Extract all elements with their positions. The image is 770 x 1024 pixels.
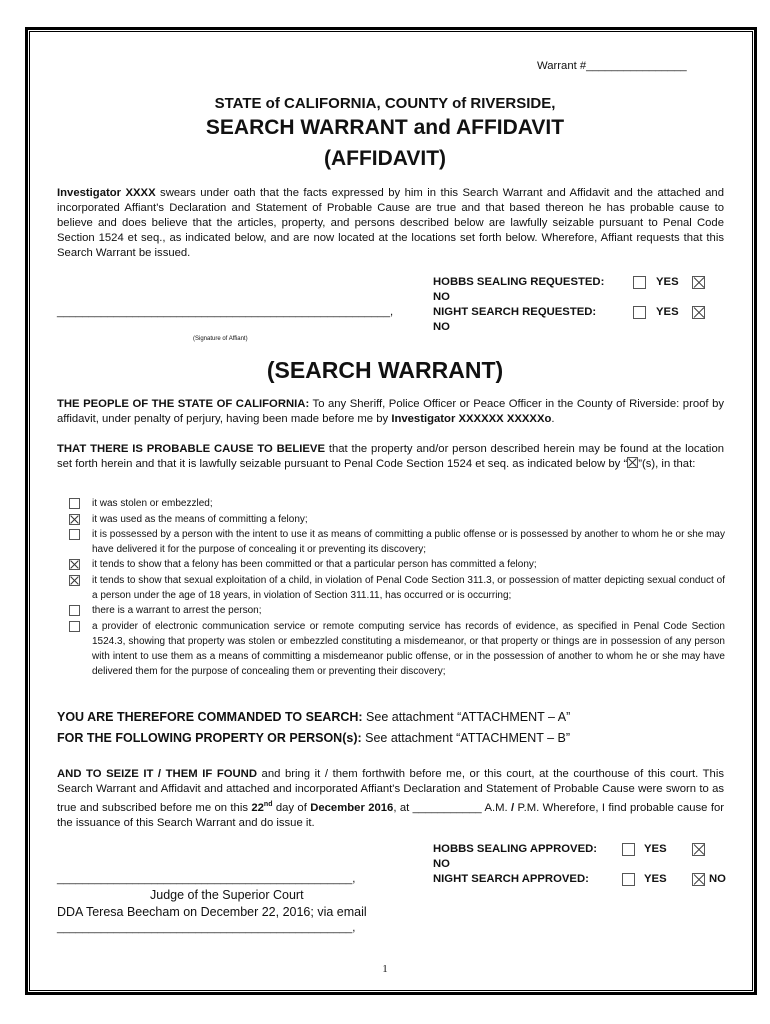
- people-body: To any Sheriff, Police Officer or Peace Officer in the County of Riverside: proof by affidavit, under penalty of perjury, having been made before me by: [57, 398, 724, 425]
- ground-stolen-checkbox[interactable]: [69, 498, 80, 509]
- cause-lead: THAT THERE IS PROBABLE CAUSE TO BELIEVE: [57, 443, 325, 455]
- ground-arrest-warrant-checkbox[interactable]: [69, 605, 80, 616]
- night-requested-yes-checkbox[interactable]: [633, 306, 646, 319]
- seize-body-1: and bring it / them forthwith before me, or this court, at the courthouse of this court. This Search Warrant and Affidavit and attached and incorporated Affiant's Declaration and Statement of Probable Cause were sworn to as true and subscribed before me on this: [57, 768, 724, 814]
- judge-signature-line: _______________________________________________,: [57, 873, 356, 885]
- command-search-body: See attachment “ATTACHMENT – A”: [362, 710, 571, 724]
- ground-child-exploitation-text: it tends to show that sexual exploitation of a child, in violation of Penal Code Section 311.3, or possession of matter depicting sexual conduct of a person under the age of 18 years, in violation of Section 311.11, has occurred or is occurring;: [92, 575, 725, 601]
- probable-cause-paragraph: [57, 442, 724, 472]
- warrant-number: Warrant #________________: [537, 60, 687, 72]
- ground-stolen-text: it was stolen or embezzled;: [92, 498, 213, 509]
- command-search-line: [57, 710, 570, 724]
- ground-electronic-provider-checkbox[interactable]: [69, 621, 80, 632]
- ground-arrest-warrant-text: there is a warrant to arrest the person;: [92, 605, 262, 616]
- bottom-signature-line: _______________________________________________,: [57, 922, 356, 934]
- ground-possessed-text: it is possessed by a person with the intent to use it as means of committing a public offense or is possessed by another to whom he or she may have delivered it for the purpose of concealing it or preventing its discovery;: [92, 529, 725, 555]
- seize-day: 22: [251, 801, 264, 814]
- night-requested-no-checkbox[interactable]: [692, 306, 705, 319]
- hobbs-approved-no-label: NO: [433, 858, 450, 870]
- people-paragraph: [57, 397, 724, 427]
- night-requested-no-label: NO: [433, 321, 450, 333]
- cause-body: that the property and/or person described herein may be found at the location set forth herein and that it is lawfully seizable pursuant to Penal Code Section 1524 et seq. as indicated below by “: [57, 443, 725, 470]
- ground-felony-committed-checkbox[interactable]: [69, 559, 80, 570]
- judge-title: Judge of the Superior Court: [150, 888, 304, 902]
- affidavit-paragraph: [57, 186, 724, 261]
- ground-possessed-checkbox[interactable]: [69, 529, 80, 540]
- command-property-body: See attachment “ATTACHMENT – B”: [361, 731, 571, 745]
- seize-paragraph: [57, 767, 724, 831]
- seize-slash: /: [511, 801, 515, 814]
- ground-child-exploitation-checkbox[interactable]: [69, 575, 80, 586]
- hobbs-approved-yes-checkbox[interactable]: [622, 843, 635, 856]
- signature-caption: (Signature of Affiant): [193, 336, 248, 342]
- affidavit-body: swears under oath that the facts expressed by him in this Search Warrant and Affidavit and the attached and incorporated Affiant's Declaration and Statement of Probable Cause are true and that based thereon he has probable cause to believe and does believe that the articles, property, and persons described below are lawfully seizable pursuant to Penal Code Section 1524 et seq., as indicated below, and are now located at the locations set forth below. Wherefore, Affiant requests that this Search Warrant be issued.: [57, 187, 724, 259]
- title-search-warrant: SEARCH WARRANT and AFFIDAVIT: [205, 116, 565, 139]
- night-approved-label: NIGHT SEARCH APPROVED:: [433, 873, 589, 885]
- seize-body-3: , at ___________ A.M.: [393, 801, 512, 814]
- night-approved-no-label: NO: [709, 873, 726, 885]
- ground-felony-means-checkbox[interactable]: [69, 514, 80, 525]
- hobbs-requested-no-checkbox[interactable]: [692, 276, 705, 289]
- title-state-county: STATE of CALIFORNIA, COUNTY of RIVERSIDE,: [214, 95, 556, 112]
- hobbs-requested-no-label: NO: [433, 291, 450, 303]
- ground-electronic-provider-text: a provider of electronic communication service or remote computing service has records of evidence, as specified in Penal Code Section 1524.3, showing that property was stolen or embezzled constituting a misdemeanor, or that property or things are in possession of any person with intent to use them as a means of committing a misdemeanor public offense, or in the possession of another to whom he or she may have delivered them for the purpose of concealing them or preventing their discovery;: [92, 621, 725, 677]
- command-search-lead: YOU ARE THEREFORE COMMANDED TO SEARCH:: [57, 710, 363, 724]
- hobbs-requested-label: HOBBS SEALING REQUESTED:: [433, 276, 605, 288]
- hobbs-approved-no-checkbox[interactable]: [692, 843, 705, 856]
- hobbs-requested-yes-label: YES: [656, 276, 679, 288]
- affiant-signature-line: _____________________________________________________,: [57, 306, 394, 318]
- ground-felony-committed-text: it tends to show that a felony has been committed or that a particular person has committed a felony;: [92, 559, 537, 570]
- investigator-name: Investigator XXXXXX XXXXXo: [391, 413, 552, 425]
- hobbs-requested-yes-checkbox[interactable]: [633, 276, 646, 289]
- affiant-name: Investigator XXXX: [57, 187, 156, 199]
- seize-body-4: P.M. Wherefore, I find probable cause for the issuance of this Search Warrant and do issue it.: [57, 801, 724, 829]
- title-affidavit: (AFFIDAVIT): [323, 147, 447, 170]
- hobbs-approved-label: HOBBS SEALING APPROVED:: [433, 843, 598, 855]
- command-property-line: [57, 731, 570, 745]
- people-lead: THE PEOPLE OF THE STATE OF CALIFORNIA:: [57, 398, 310, 410]
- dda-note: DDA Teresa Beecham on December 22, 2016; via email: [57, 905, 367, 919]
- command-property-lead: FOR THE FOLLOWING PROPERTY OR PERSON(s):: [57, 731, 362, 745]
- seize-month: December 2016: [310, 801, 394, 814]
- page-number: 1: [382, 963, 388, 975]
- ground-felony-means-text: it was used as the means of committing a felony;: [92, 514, 308, 525]
- night-approved-yes-checkbox[interactable]: [622, 873, 635, 886]
- search-warrant-heading: (SEARCH WARRANT): [266, 357, 504, 383]
- hobbs-approved-yes-label: YES: [644, 843, 667, 855]
- cause-end: ”(s), in that:: [638, 458, 696, 470]
- night-requested-yes-label: YES: [656, 306, 679, 318]
- night-approved-yes-label: YES: [644, 873, 667, 885]
- people-end: .: [551, 413, 555, 425]
- night-approved-no-checkbox[interactable]: [692, 873, 705, 886]
- seize-body-2: day of: [272, 801, 311, 814]
- night-requested-label: NIGHT SEARCH REQUESTED:: [433, 306, 597, 318]
- seize-lead: AND TO SEIZE IT / THEM IF FOUND: [57, 768, 257, 780]
- seize-day-suffix: nd: [263, 801, 273, 808]
- example-check-mark-icon: [627, 457, 638, 468]
